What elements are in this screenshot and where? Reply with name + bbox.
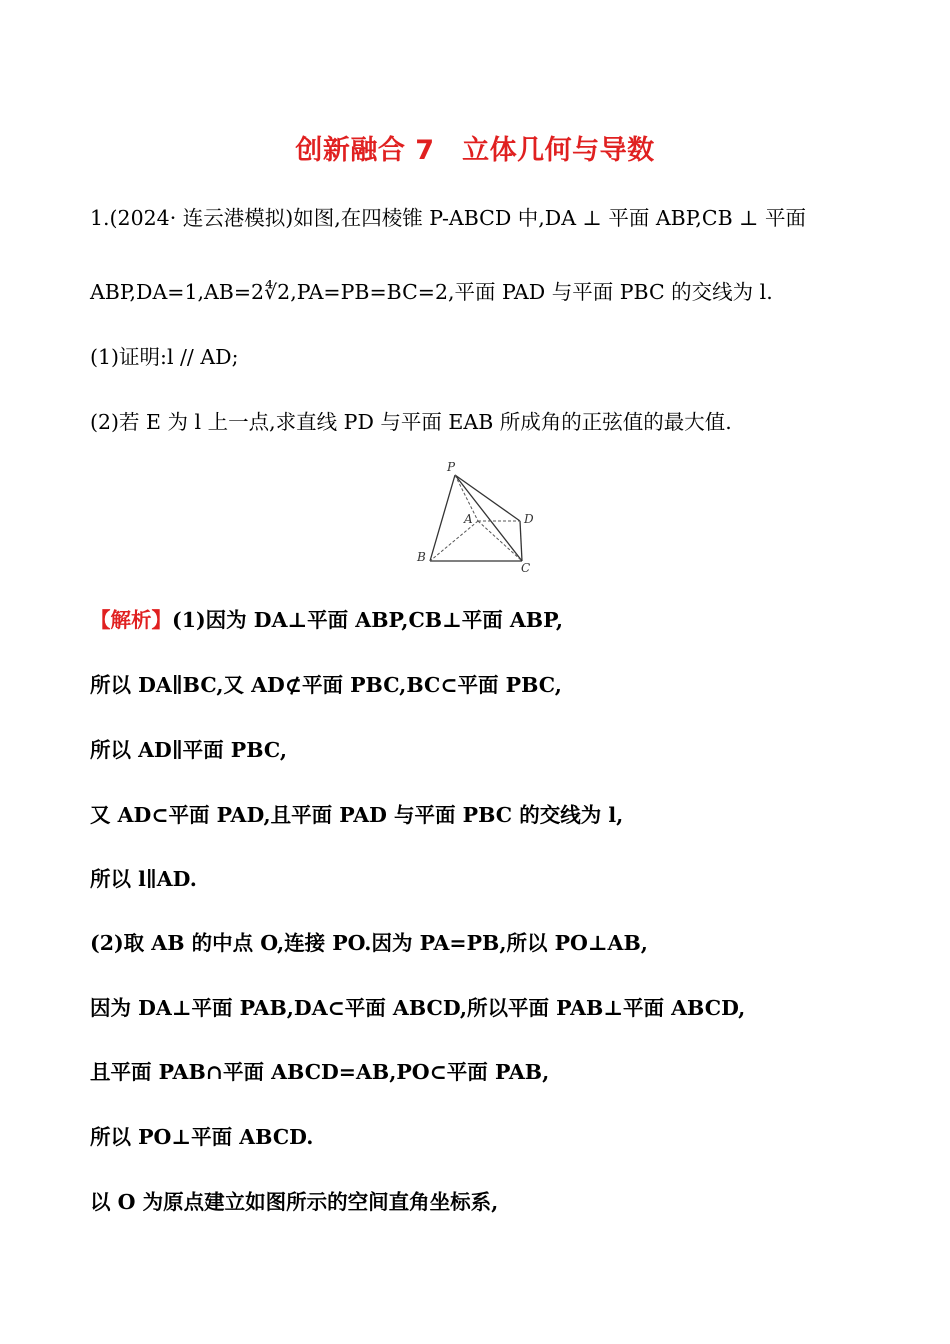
solution-line-8: 且平面 PAB∩平面 ABCD=AB,PO⊂平面 PAB, <box>90 1060 550 1084</box>
vertex-label-P: P <box>447 460 456 474</box>
solution-text-1: (1)因为 DA⊥平面 ABP,CB⊥平面 ABP, <box>172 608 564 632</box>
solution-line-3: 所以 AD∥平面 PBC, <box>90 738 288 762</box>
problem-line-1: 1.(2024· 连云港模拟)如图,在四棱锥 P-ABCD 中,DA ⊥ 平面 ABP,CB ⊥ 平面 <box>90 206 806 230</box>
page-title: 创新融合 7 立体几何与导数 <box>295 135 655 166</box>
pyramid-figure <box>410 455 540 575</box>
solution-line-9: 所以 PO⊥平面 ABCD. <box>90 1125 314 1149</box>
solution-label: 【解析】 <box>90 608 172 632</box>
edge-PB <box>430 475 455 561</box>
problem-part-2: (2)若 E 为 l 上一点,求直线 PD 与平面 EAB 所成角的正弦值的最大值. <box>90 410 732 434</box>
vertex-label-C: C <box>521 561 531 575</box>
solution-line-6: (2)取 AB 的中点 O,连接 PO.因为 PA=PB,所以 PO⊥AB, <box>90 931 648 955</box>
edge-CD <box>520 521 522 561</box>
solution-line-10: 以 O 为原点建立如图所示的空间直角坐标系, <box>90 1190 499 1214</box>
problem-line-2: ABP,DA=1,AB=2∜2,PA=PB=BC=2,平面 PAD 与平面 PBC 的交线为 l. <box>90 280 773 304</box>
solution-line-1 <box>90 606 563 634</box>
solution-line-4: 又 AD⊂平面 PAD,且平面 PAD 与平面 PBC 的交线为 l, <box>90 803 624 827</box>
edge-AB <box>430 521 478 561</box>
vertex-label-B: B <box>417 550 426 564</box>
solution-line-2: 所以 DA∥BC,又 AD⊄平面 PBC,BC⊂平面 PBC, <box>90 673 562 697</box>
problem-part-1: (1)证明:l // AD; <box>90 345 239 369</box>
vertex-label-A: A <box>464 512 473 526</box>
solution-line-7: 因为 DA⊥平面 PAB,DA⊂平面 ABCD,所以平面 PAB⊥平面 ABCD, <box>90 996 746 1020</box>
vertex-label-D: D <box>524 512 534 526</box>
edge-AC <box>478 521 522 561</box>
solution-line-5: 所以 l∥AD. <box>90 867 197 891</box>
